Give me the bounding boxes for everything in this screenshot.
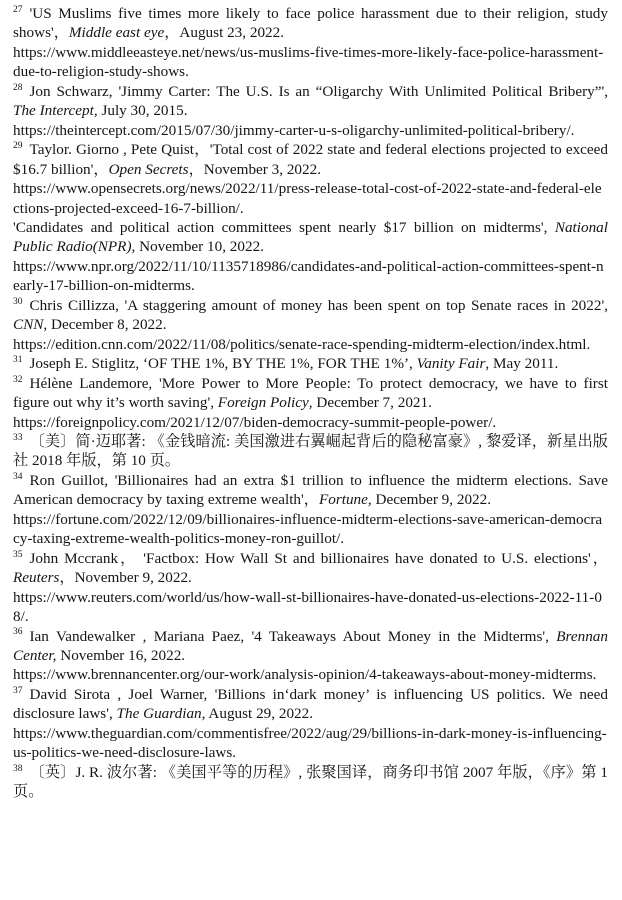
footnote-citation <box>13 627 608 666</box>
footnote-citation <box>13 549 608 588</box>
citation-text: August 29, 2022. <box>205 705 314 723</box>
citation-text: ，November 3, 2022. <box>188 160 322 178</box>
footnote-number: 35 <box>13 549 23 560</box>
footnote-citation <box>13 432 608 471</box>
footnote-url: https://www.brennancenter.org/our-work/analysis-opinion/4-takeaways-about-money-midterms. <box>13 666 597 684</box>
publication-name: The Intercept, <box>13 102 98 120</box>
footnote-url: https://www.opensecrets.org/news/2022/11/press-release-total-cost-of-2022-state-and-federal-elections-projected-exceed-16-7-billion/. <box>13 180 602 217</box>
publication-name: Fortune, <box>318 491 372 509</box>
citation-text: Ron Guillot, 'Billionaires had an extra $1 trillion to influence the midterm elections. Save American democracy by taxing extreme wealth'， <box>13 471 608 509</box>
footnote-citation <box>13 471 608 510</box>
footnote-citation <box>13 374 608 413</box>
citation-text: 'Candidates and political action committees spent nearly $17 billion on midterms', <box>13 218 555 236</box>
citation-text: ，November 9, 2022. <box>59 569 192 587</box>
publication-name: The Guardian, <box>116 705 206 723</box>
footnote-citation <box>13 218 608 257</box>
publication-name: Open Secrets <box>108 160 189 178</box>
footnote-number: 30 <box>13 296 23 307</box>
footnote-url: https://edition.cnn.com/2022/11/08/politics/senate-race-spending-midterm-election/index.html. <box>13 335 591 353</box>
citation-text: Hélène Landemore, 'More Power to More People: To protect democracy, we have to first figure out why it’s worth saving', <box>13 374 608 412</box>
citation-text: David Sirota , Joel Warner, 'Billions in‘dark money’ is influencing US politics. We need disclosure laws', <box>13 685 608 723</box>
citation-text: November 16, 2022. <box>56 646 186 664</box>
citation-text: Chris Cillizza, 'A staggering amount of money has been spent on top Senate races in 2022', <box>29 296 608 314</box>
publication-name: Vanity Fair <box>416 355 486 373</box>
footnote-citation <box>13 82 608 121</box>
citation-text: , December 7, 2021. <box>308 394 432 412</box>
footnote-url: https://foreignpolicy.com/2021/12/07/biden-democracy-summit-people-power/. <box>13 413 497 431</box>
publication-name: Reuters <box>13 569 60 587</box>
footnote-number: 31 <box>13 355 23 366</box>
publication-name: Middle east eye <box>68 24 165 42</box>
footnote-citation <box>13 4 608 43</box>
citation-text: Jon Schwarz, 'Jimmy Carter: The U.S. Is an “Oligarchy With Unlimited Political Bribery”', <box>29 82 608 100</box>
footnote-number: 27 <box>13 4 23 15</box>
citation-text: ，August 23, 2022. <box>164 24 285 42</box>
citation-text: Taylor. Giorno , Pete Quist，'Total cost of 2022 state and federal elections projected to exceed $16.7 billion'， <box>13 141 608 178</box>
citation-text: 'US Muslims five times more likely to face police harassment due to their religion, study shows'， <box>13 5 608 42</box>
footnote-number: 36 <box>13 627 23 638</box>
citation-text: 〔美〕简·迈耶著: 《金钱暗流: 美国激进右翼崛起背后的隐秘富豪》, 黎爱译，新星出版社 2018 年版，第 10 页。 <box>13 432 608 470</box>
publication-name: Brennan Center, <box>13 627 608 664</box>
footnote-url: https://www.theguardian.com/commentisfree/2022/aug/29/billions-in-dark-money-is-influencing-us-politics-we-need-disclosure-laws. <box>13 724 607 762</box>
citation-text: 〔英〕J. R. 波尔著: 《美国平等的历程》, 张聚国译，商务印书馆 2007 年版，《序》第 1 页。 <box>13 763 608 801</box>
footnote-url: https://www.reuters.com/world/us/how-wall-st-billionaires-have-donated-us-elections-2022-11-08/. <box>13 588 602 626</box>
footnote-number: 33 <box>13 432 23 443</box>
footnote-number: 28 <box>13 82 23 93</box>
footnote-url: https://www.npr.org/2022/11/10/1135718986/candidates-and-political-action-committees-spent-nearly-17-billion-on-midterms. <box>13 257 604 295</box>
citation-text: December 9, 2022. <box>371 491 492 509</box>
footnote-number: 32 <box>13 374 23 385</box>
citation-text: November 10, 2022. <box>135 238 264 256</box>
footnote-url: https://fortune.com/2022/12/09/billionaires-influence-midterm-elections-save-american-democracy-taxing-extreme-wealth-politics-money-ron-guillot/. <box>13 510 603 548</box>
citation-text: , December 8, 2022. <box>43 316 167 334</box>
footnote-url: https://theintercept.com/2015/07/30/jimmy-carter-u-s-oligarchy-unlimited-political-bribery/. <box>13 121 575 139</box>
footnote-citation <box>13 685 608 724</box>
footnote-number: 38 <box>13 763 23 774</box>
footnote-url: https://www.middleeasteye.net/news/us-muslims-five-times-more-likely-face-police-harassment-due-to-religion-study-shows. <box>13 43 604 81</box>
publication-name: Foreign Policy <box>217 394 309 412</box>
footnote-citation <box>13 354 608 373</box>
publication-name: CNN <box>13 316 44 334</box>
footnotes-list <box>13 4 608 802</box>
publication-name: National Public Radio(NPR), <box>13 218 608 256</box>
footnote-citation <box>13 140 608 179</box>
citation-text: John Mccrank， 'Factbox: How Wall St and billionaires have donated to U.S. elections'， <box>29 549 608 567</box>
footnote-number: 37 <box>13 685 23 696</box>
citation-text: , May 2011. <box>485 355 559 373</box>
footnote-citation <box>13 763 608 802</box>
footnote-number: 34 <box>13 471 23 482</box>
citation-text: July 30, 2015. <box>97 102 188 120</box>
citation-text: Ian Vandewalker , Mariana Paez, '4 Takeaways About Money in the Midterms', <box>29 627 557 645</box>
footnote-number: 29 <box>13 141 23 152</box>
citation-text: Joseph E. Stiglitz, ‘OF THE 1%, BY THE 1%, FOR THE 1%’, <box>29 355 417 373</box>
footnote-citation <box>13 296 608 335</box>
